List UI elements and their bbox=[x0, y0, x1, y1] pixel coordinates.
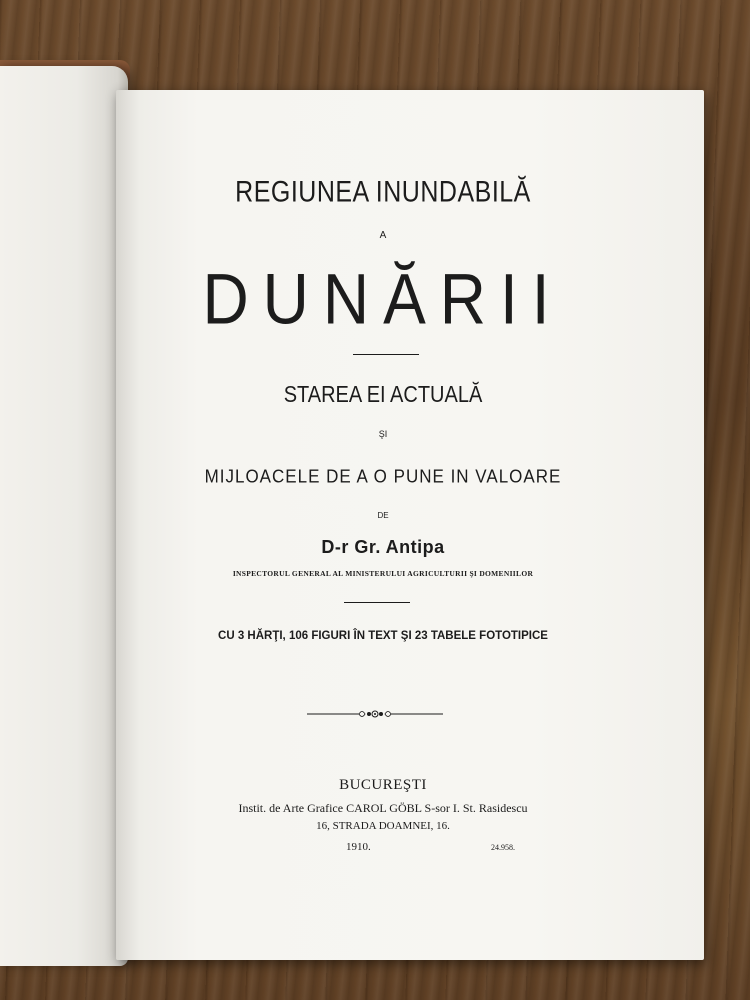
publication-year: 1910. bbox=[346, 841, 371, 853]
main-title: DUNĂRII bbox=[202, 258, 564, 340]
subtitle-2: MIJLOACELE DE A O PUNE IN VALOARE bbox=[204, 466, 562, 487]
author-name: D-r Gr. Antipa bbox=[321, 537, 445, 557]
author-title: INSPECTORUL GENERAL AL MINISTERULUI AGRICULTURII ŞI DOMENIILOR bbox=[232, 569, 534, 578]
ornament-divider-icon bbox=[307, 706, 443, 722]
title-line-1: REGIUNEA INUNDABILĂ bbox=[235, 175, 531, 209]
title-line-2: A bbox=[379, 230, 387, 241]
divider-rule bbox=[353, 354, 419, 355]
subtitle-1: STAREA EI ACTUALĂ bbox=[283, 382, 483, 408]
by-line: DE bbox=[377, 511, 389, 520]
publication-city: BUCUREŞTI bbox=[339, 777, 427, 793]
printer-address: 16, STRADA DOAMNEI, 16. bbox=[316, 820, 450, 832]
conjunction: ŞI bbox=[378, 429, 388, 439]
contents-note: CU 3 HĂRŢI, 106 FIGURI ÎN TEXT ŞI 23 TABELE FOTOTIPICE bbox=[218, 630, 548, 642]
printer-line: Instit. de Arte Grafice CAROL GÖBL S-sor I. St. Rasidescu bbox=[238, 801, 528, 815]
print-number: 24.958. bbox=[491, 843, 515, 852]
divider-rule bbox=[344, 602, 410, 603]
